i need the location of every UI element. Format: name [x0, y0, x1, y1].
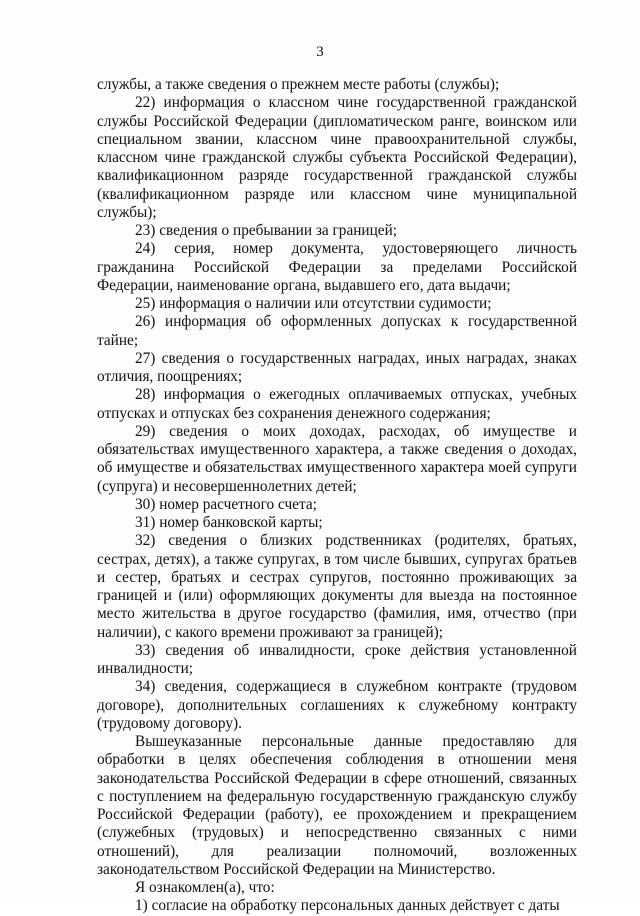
list-item-28: 28) информация о ежегодных оплачиваемых отпусках, учебных отпусках и отпусках без сохранения денежного содержания; — [97, 386, 577, 422]
list-item-22: 22) информация о классном чине государственной гражданской службы Российской Федерации (дипломатическом ранге, воинском или специальном звании, классном чине правоохранительной службы, классном чине гражданской службы субъекта Российской Федерации), квалификационном разряде государственной гражданской службы (квалификационном разряде или классном чине муниципальной службы); — [97, 94, 577, 221]
list-item-32: 32) сведения о близких родственниках (родителях, братьях, сестрах, детях), а также супругах, в том числе бывших, супругах братьев и сестер, братьях и сестрах супругов, постоянно проживающих за границей и (или) оформляющих документы для выезда на постоянное место жительства в другое государство (фамилия, имя, отчество (при наличии), с какого времени проживают за границей); — [97, 532, 577, 641]
list-item-29: 29) сведения о моих доходах, расходах, об имуществе и обязательствах имущественного характера, а также сведения о доходах, об имуществе и обязательствах имущественного характера моей супруги (супруга) и несовершеннолетних детей; — [97, 422, 577, 495]
paragraph-purpose: Вышеуказанные персональные данные предоставляю для обработки в целях обеспечения соблюдения в отношении меня законодательства Российской Федерации в сфере отношений, связанных с поступлением на федеральную государственную гражданскую службу Российской Федерации (работу), ее прохождением и прекращением (служебных (трудовых) и непосредственно связанных с ними отношений), для реализации полномочий, возложенных законодательством Российской Федерации на Министерство. — [97, 733, 577, 878]
list-item-24: 24) серия, номер документа, удостоверяющего личность гражданина Российской Федерации за пределами Российской Федерации, наименование органа, выдавшего его, дата выдачи; — [97, 240, 577, 294]
list-item-23: 23) сведения о пребывании за границей; — [135, 222, 398, 239]
list-item-34: 34) сведения, содержащиеся в служебном контракте (трудовом договоре), дополнительных соглашениях к служебному контракту (трудовому договору). — [97, 678, 577, 732]
list-item-31: 31) номер банковской карты; — [135, 514, 323, 531]
list-item-26: 26) информация об оформленных допусках к государственной тайне; — [97, 313, 577, 349]
paragraph-acknowledgement: Я ознакомлен(а), что: — [135, 879, 275, 896]
paragraph-continuation: службы, а также сведения о прежнем месте работы (службы); — [97, 76, 500, 93]
page-number: 3 — [316, 44, 324, 60]
list-item-30: 30) номер расчетного счета; — [135, 495, 317, 513]
list-item-27: 27) сведения о государственных наградах, иных наградах, знаках отличия, поощрениях; — [97, 349, 577, 385]
document-body — [97, 76, 577, 916]
list-item-33: 33) сведения об инвалидности, сроке действия установленной инвалидности; — [97, 641, 577, 677]
acknowledgement-item-1: 1) согласие на обработку персональных данных действует с даты — [135, 897, 560, 915]
list-item-25: 25) информация о наличии или отсутствии судимости; — [135, 295, 492, 312]
